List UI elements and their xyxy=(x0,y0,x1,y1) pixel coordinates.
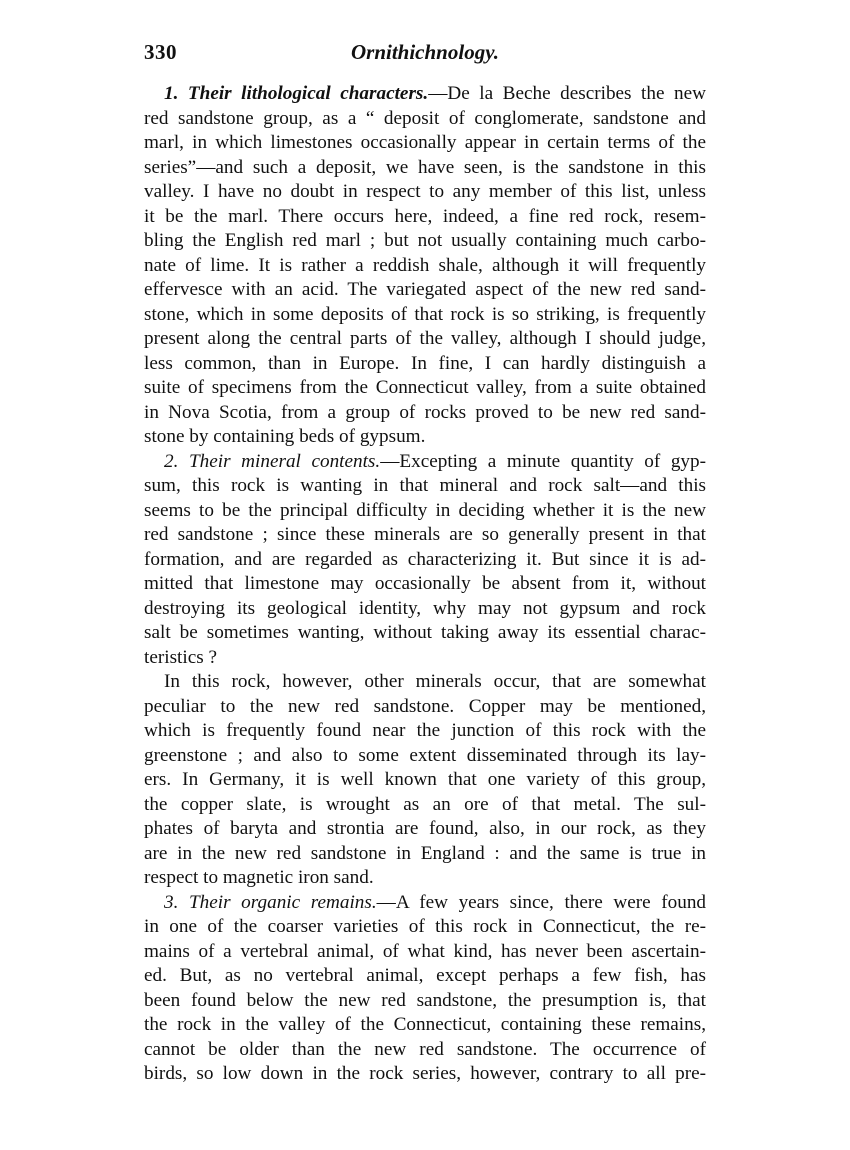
text-line: in one of the coarser varieties of this rock in Connecticut, the re- xyxy=(144,916,706,937)
section-heading: Their lithological characters. xyxy=(187,83,429,104)
text-line: suite of specimens from the Connecticut valley, from a suite obtained xyxy=(144,377,706,398)
text-line: salt be sometimes wanting, without taking away its essential charac- xyxy=(144,622,706,643)
text-line: less common, than in Europe. In fine, I can hardly distinguish a xyxy=(144,352,706,374)
text-line: ers. In Germany, it is well known that one variety of this group, xyxy=(144,769,706,790)
text-line: the copper slate, is wrought as an ore of that metal. The sul- xyxy=(144,793,706,815)
section-mineral xyxy=(144,450,706,671)
section-number: 2. xyxy=(164,450,179,472)
running-head xyxy=(144,40,706,70)
text-line: been found below the new red sandstone, the presumption is, that xyxy=(144,989,706,1011)
section-number: 1. xyxy=(164,83,179,104)
text-line: red sandstone group, as a “ deposit of conglomerate, sandstone and xyxy=(144,107,706,129)
running-title: Ornithichnology. xyxy=(350,40,499,64)
text-line: bling the English red marl ; but not usually containing much carbo- xyxy=(144,230,706,251)
body-text xyxy=(144,82,706,1087)
text-line: 1. Their lithological characters.—De la Beche describes the new xyxy=(164,83,706,104)
section-lithological xyxy=(144,82,706,450)
section-heading: Their mineral contents. xyxy=(189,450,381,472)
text-line: the rock in the valley of the Connecticut, containing these remains, xyxy=(144,1014,706,1035)
text-line: in Nova Scotia, from a group of rocks proved to be new red sand- xyxy=(144,401,706,423)
text-line: 2. Their mineral contents.—Excepting a minute quantity of gyp- xyxy=(164,450,707,472)
text-line: which is frequently found near the junction of this rock with the xyxy=(144,720,706,741)
section-number: 3. xyxy=(164,891,179,913)
text-line: are in the new red sandstone in England : and the same is true in xyxy=(144,842,706,864)
text-line: marl, in which limestones occasionally appear in certain terms of the xyxy=(144,132,706,153)
text-line: effervesce with an acid. The variegated aspect of the new red sand- xyxy=(144,279,706,300)
text-line: series”—and such a deposit, we have seen, is the sandstone in this xyxy=(144,156,706,178)
text-line: seems to be the principal difficulty in deciding whether it is the new xyxy=(144,499,706,521)
text-line: teristics ? xyxy=(144,646,217,668)
text-line: greenstone ; and also to some extent disseminated through its lay- xyxy=(144,744,706,766)
text-line: present along the central parts of the valley, although I should judge, xyxy=(144,328,706,349)
text-line: respect to magnetic iron sand. xyxy=(144,867,374,888)
text-line: stone, which in some deposits of that rock is so striking, is frequently xyxy=(144,303,706,325)
text-line: destroying its geological identity, why may not gypsum and rock xyxy=(144,597,706,619)
text-line: red sandstone ; since these minerals are so generally present in that xyxy=(144,524,706,545)
text-line: mains of a vertebral animal, of what kind, has never been ascertain- xyxy=(144,940,706,962)
text-line: 3. Their organic remains.—A few years since, there were found xyxy=(164,891,707,913)
text-line: peculiar to the new red sandstone. Copper may be mentioned, xyxy=(144,695,706,717)
text-line: In this rock, however, other minerals occur, that are somewhat xyxy=(164,671,706,692)
text-line: formation, and are regarded as characterizing it. But since it is ad- xyxy=(144,548,706,570)
text-line: mitted that limestone may occasionally be absent from it, without xyxy=(144,573,706,594)
text-line: stone by containing beds of gypsum. xyxy=(144,426,426,447)
text-line: nate of lime. It is rather a reddish shale, although it will frequently xyxy=(144,254,706,276)
section-organic xyxy=(144,891,706,1087)
page-number: 330 xyxy=(144,40,177,64)
text-line: ed. But, as no vertebral animal, except perhaps a few fish, has xyxy=(144,965,706,986)
text-line: sum, this rock is wanting in that mineral and rock salt—and this xyxy=(144,475,706,496)
text-line: it be the marl. There occurs here, indeed, a fine red rock, resem- xyxy=(144,205,706,227)
text-line: cannot be older than the new red sandstone. The occurrence of xyxy=(144,1038,706,1060)
paragraph-other-minerals xyxy=(144,670,706,891)
text-line: valley. I have no doubt in respect to any member of this list, unless xyxy=(144,181,706,202)
text-line: birds, so low down in the rock series, however, contrary to all pre- xyxy=(144,1063,706,1084)
text-line: phates of baryta and strontia are found, also, in our rock, as they xyxy=(144,818,706,839)
section-heading: Their organic remains. xyxy=(188,891,377,913)
